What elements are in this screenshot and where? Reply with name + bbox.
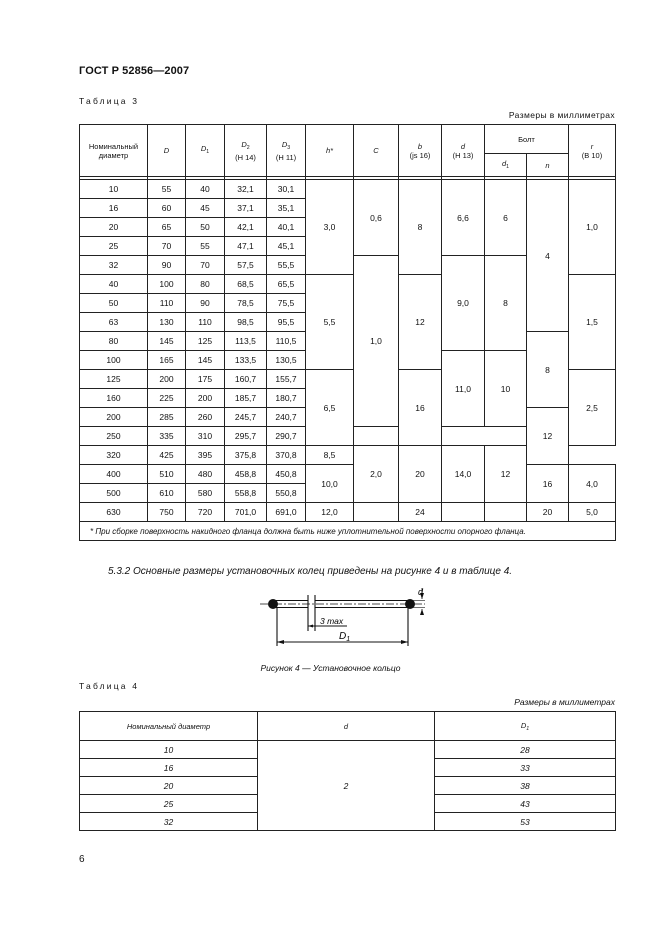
header-h: h* [306,125,354,177]
table-row: 16 60 45 37,1 35,1 [80,199,616,218]
header-D1: $D_1$ [186,125,225,177]
table-4 [79,711,616,831]
bolt-d1-cell: 12 [485,446,527,503]
d-cell: 6,6 [442,180,485,256]
r-cell: 2,5 [569,370,616,446]
header-C: C [354,125,399,177]
diameter-label: $D_1$ [339,631,351,643]
h-cell: 8,5 [306,446,354,465]
table-row: 160 225 200 185,7 180,7 [80,389,616,408]
d-cell: 14,0 [442,446,485,503]
table-row: 20 65 50 42,1 40,1 [80,218,616,237]
table-row: 250 335 310 295,7 290,7 [80,427,616,446]
ring-figure [255,588,435,650]
h-cell: 12,0 [306,503,354,522]
table4-label: Таблица 4 [79,681,140,691]
bolt-d1-cell: 8 [485,256,527,351]
table-row: 630 750 720 701,0 691,0 12,0 24 20 5,0 [80,503,616,522]
table3-footnote: * При сборке поверхность накидного фланца должна быть ниже уплотнительной поверхности опорного фланца. [80,522,616,541]
table-row: 63 130 110 98,5 95,5 [80,313,616,332]
c-cell: 0,6 [354,180,399,256]
table-row: 320 425 395 375,8 370,8 8,5 2,0 20 14,0 12 [80,446,616,465]
header-bolt-n: n [527,154,569,177]
d-cell: 11,0 [442,351,485,427]
gap-label: 3 max [320,616,344,626]
table4-units: Размеры в миллиметрах [514,697,615,707]
header-d: d (H 13) [442,125,485,177]
d-cell: 9,0 [442,256,485,351]
table-row: 10 2 28 [80,741,616,759]
table-row: 50 110 90 78,5 75,5 [80,294,616,313]
r-cell: 5,0 [569,503,616,522]
table-row: 500 610 580 558,8 550,8 [80,484,616,503]
c-cell: 2,0 [354,446,399,503]
table-row: 20 38 [80,777,616,795]
table-row: 32 53 [80,813,616,831]
r-cell: 1,5 [569,275,616,370]
table-row: 100 165 145 133,5 130,5 11,0 10 [80,351,616,370]
h-cell: 3,0 [306,180,354,275]
header-nominal: Номинальный диаметр [80,125,148,177]
bolt-d1-cell: 6 [485,180,527,256]
header-bolt-d1: $d_1$ [485,154,527,177]
b-cell: 20 [399,446,442,503]
h-cell: 6,5 [306,370,354,446]
table-row: 400 510 480 458,8 450,8 10,0 16 4,0 [80,465,616,484]
t4-header-d: d [258,712,435,741]
table3-units: Размеры в миллиметрах [508,110,615,120]
bolt-n-cell: 16 [527,465,569,503]
section-paragraph: 5.3.2 Основные размеры установочных колец приведены на рисунке 4 и в таблице 4. [108,566,513,577]
table-row: 10 55 40 32,1 30,1 3,0 0,6 8 6,6 6 4 1,0 [80,180,616,199]
b-cell: 24 [399,503,442,522]
header-bolt: Болт [485,125,569,154]
page-number: 6 [79,854,85,865]
header-D2: $D_2$ (H 14) [225,125,267,177]
t4-header-D1: $D_1$ [435,712,616,741]
b-cell: 16 [399,370,442,446]
bolt-n-cell: 4 [527,180,569,332]
table-row: 80 145 125 113,5 110,5 8 [80,332,616,351]
table3-label: Таблица 3 [79,96,140,106]
table-row: 16 33 [80,759,616,777]
figure-caption: Рисунок 4 — Установочное кольцо [260,663,401,673]
table-row: 32 90 70 57,5 55,5 1,0 9,0 8 [80,256,616,275]
header-D: D [148,125,186,177]
t4-d-cell: 2 [258,741,435,831]
table-row: 40 100 80 68,5 65,5 5,5 12 1,5 [80,275,616,294]
document-title: ГОСТ Р 52856—2007 [79,65,190,77]
header-D3: $D_3$ (H 11) [267,125,306,177]
c-cell: 1,0 [354,256,399,427]
ring-thickness-label: d [418,588,424,597]
r-cell: 4,0 [569,465,616,503]
h-cell: 5,5 [306,275,354,370]
r-cell: 1,0 [569,180,616,275]
table-row: 25 43 [80,795,616,813]
header-r: r (B 10) [569,125,616,177]
t4-header-nominal: Номинальный диаметр [80,712,258,741]
bolt-n-cell: 8 [527,332,569,408]
bolt-d1-cell: 10 [485,351,527,427]
table-3 [79,124,616,541]
h-cell: 10,0 [306,465,354,503]
header-b: b (js 16) [399,125,442,177]
bolt-n-cell: 12 [527,408,569,465]
b-cell: 8 [399,180,442,275]
table-row: 200 285 260 245,7 240,7 12 [80,408,616,427]
table-row: 125 200 175 160,7 155,7 6,5 16 2,5 [80,370,616,389]
bolt-n-cell: 20 [527,503,569,522]
b-cell: 12 [399,275,442,370]
table-row: 25 70 55 47,1 45,1 [80,237,616,256]
